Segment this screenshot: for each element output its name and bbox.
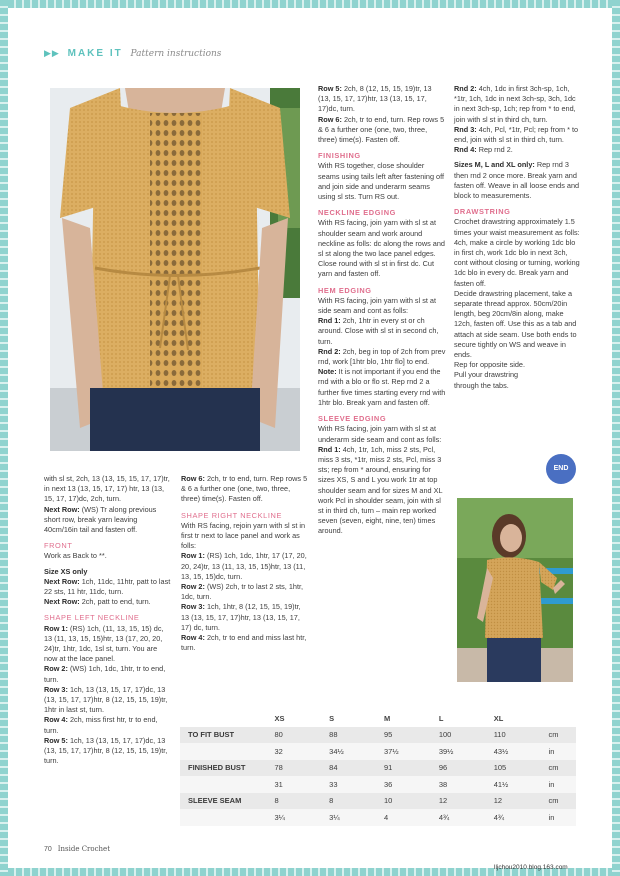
- table-cell: 39½: [431, 743, 486, 760]
- sleeve-rnd1-label: Rnd 1:: [318, 444, 341, 454]
- drawstring-text-1: Crochet drawstring approximately 1.5 times your waist measurement as folls: 4ch, make a circle by working 1dc blo in first ch, work 1dc blo in next 3ch, cont without closing or turning, working 1dc blo in every dc. Break yarn and fasten off.: [454, 217, 580, 288]
- c4-rnd2-label: Rnd 2:: [454, 84, 477, 93]
- table-cell: L: [431, 710, 486, 727]
- hem-rnd2-text: 2ch, beg in top of 2ch from prev rnd, work [1htr blo, 1htr flo] to end.: [318, 346, 446, 367]
- table-cell: [180, 809, 266, 826]
- model-photo: [457, 498, 573, 682]
- sl-row4-text: 2ch, miss first htr, tr to end, turn.: [44, 715, 158, 735]
- table-cell: 43½: [486, 743, 541, 760]
- c2-row6-text: 2ch, tr to end, turn. Rep rows 5 & 6 a further one (one, two, three, three) time(s). Fasten off.: [181, 474, 308, 504]
- table-cell: 38: [431, 776, 486, 793]
- header-title: MAKE IT: [67, 48, 123, 59]
- c3-row6-text: 2ch, tr to end, turn. Rep rows 5 & 6 a further one (one, two, three, three) time(s). Fasten off.: [318, 114, 445, 145]
- table-cell: 34½: [321, 743, 376, 760]
- finishing-heading: FINISHING: [318, 151, 361, 161]
- nr1-label: Next Row:: [44, 576, 80, 586]
- sl-row3-text: 1ch, 13 (13, 15, 17, 17)dc, 13 (13, 15, 17, 17)htr, 8 (12, 15, 15, 19)tr, 1htr in last st, turn.: [44, 684, 168, 715]
- table-cell: 12: [486, 793, 541, 810]
- neckline-heading: NECKLINE EDGING: [318, 208, 396, 218]
- sl-row2-label: Row 2:: [44, 664, 68, 674]
- table-cell: 110: [486, 727, 541, 744]
- c3-row5-label: Row 5:: [318, 84, 342, 93]
- sl-row5-label: Row 5:: [44, 735, 68, 745]
- table-cell: 31: [266, 776, 321, 793]
- sr-row2-text: (WS) 2ch, tr to last 2 sts, 1htr, 1dc, turn.: [181, 582, 304, 602]
- drawstring-text-4: Pull your drawstring through the tabs.: [454, 370, 519, 390]
- size-xs-heading: Size XS only: [44, 566, 88, 576]
- front-heading: FRONT: [44, 541, 73, 551]
- column-4: [454, 84, 582, 391]
- table-cell: 36: [376, 776, 431, 793]
- sr-row4-text: 2ch, tr to end and miss last htr, turn.: [181, 633, 307, 653]
- col1-next-row-text: (WS) Tr along previous short row, break yarn leaving 40cm/16in tail and fasten off.: [44, 504, 157, 535]
- table-cell: in: [541, 809, 576, 826]
- nr2-label: Next Row:: [44, 597, 80, 607]
- table-cell: 32: [266, 743, 321, 760]
- column-3: [318, 84, 446, 537]
- table-cell: 41½: [486, 776, 541, 793]
- sl-row3-label: Row 3:: [44, 684, 68, 694]
- table-cell: in: [541, 776, 576, 793]
- magazine-name: Inside Crochet: [57, 845, 111, 853]
- table-row: [180, 727, 576, 744]
- shape-right-heading: SHAPE RIGHT NECKLINE: [181, 510, 282, 520]
- table-cell: cm: [541, 727, 576, 744]
- sr-row3-text: 1ch, 1htr, 8 (12, 15, 15, 19)tr, 13 (13, 15, 17, 17)htr, 13 (13, 15, 17, 17) dc, turn.: [181, 602, 301, 632]
- hem-rnd2-label: Rnd 2:: [318, 346, 341, 356]
- c3-row5-text: 2ch, 8 (12, 15, 15, 19)tr, 13 (13, 15, 17, 17)htr, 13 (13, 15, 17, 17)dc, turn.: [318, 84, 432, 114]
- drawstring-heading: DRAWSTRING: [454, 207, 511, 217]
- table-header-row: [180, 710, 576, 727]
- table-cell: 37½: [376, 743, 431, 760]
- table-row: [180, 809, 576, 826]
- nr1-text: 1ch, 11dc, 11htr, patt to last 22 sts, 11 htr, 11dc, turn.: [44, 576, 171, 597]
- c4-rnd3-label: Rnd 3:: [454, 124, 477, 134]
- table-cell: 8: [266, 793, 321, 810]
- page-border-left: [0, 0, 8, 876]
- page-footer: [44, 845, 110, 853]
- sr-row4-label: Row 4:: [181, 633, 205, 643]
- sizes-table: [180, 710, 576, 826]
- table-cell: in: [541, 743, 576, 760]
- drawstring-text-3: Rep for opposite side.: [454, 360, 525, 370]
- watermark: lljchou2010.blog.163.com: [494, 864, 568, 871]
- page-number: 70: [44, 846, 52, 853]
- c4-rnd4-text: Rep rnd 2.: [476, 145, 513, 155]
- table-cell: XS: [266, 710, 321, 727]
- table-cell: 3¼: [266, 809, 321, 826]
- main-photo: [50, 88, 300, 451]
- sr-row1-text: (RS) 1ch, 1dc, 1htr, 17 (17, 20, 20, 24)tr, 13 (11, 13, 15, 15)htr, 13 (11, 13, 15, 15)dc, turn.: [181, 551, 307, 581]
- table-cell: 3¼: [321, 809, 376, 826]
- table-cell: 100: [431, 727, 486, 744]
- table-cell: 88: [321, 727, 376, 744]
- col1-intro: with sl st, 2ch, 13 (13, 15, 15, 17, 17)tr, in next 13 (13, 15, 17, 17) htr, 13 (13, 15, 17, 17)dc, 2ch, turn.: [44, 474, 170, 504]
- column-1: [44, 474, 172, 766]
- sr-row1-label: Row 1:: [181, 551, 205, 561]
- sl-row1-label: Row 1:: [44, 623, 68, 633]
- table-cell: 4¾: [486, 809, 541, 826]
- page-header: [44, 48, 221, 59]
- end-badge: END: [546, 454, 576, 484]
- table-cell: 80: [266, 727, 321, 744]
- table-cell: 33: [321, 776, 376, 793]
- shape-left-heading: SHAPE LEFT NECKLINE: [44, 613, 140, 623]
- table-cell: 10: [376, 793, 431, 810]
- table-cell: [180, 743, 266, 760]
- hem-rnd1-text: 2ch, 1htr in every st or ch around. Close with sl st in second ch, turn.: [318, 316, 439, 346]
- column-2: [181, 474, 309, 653]
- hem-text: With RS facing, join yarn with sl st at side seam and cont as folls:: [318, 295, 437, 316]
- header-arrow-icon: ▶▶: [44, 48, 60, 58]
- table-cell: 95: [376, 727, 431, 744]
- sl-row4-label: Row 4:: [44, 715, 68, 725]
- c4-rnd2-text: 4ch, 1dc in first 3ch-sp, 1ch, *1tr, 1ch, 1dc in next 3ch-sp, 3ch, 1dc in next 3ch-sp, 1ch; rep from * to end, join with sl st in third ch, turn.: [454, 84, 576, 124]
- page-border-right: [612, 0, 620, 876]
- c3-row6-label: Row 6:: [318, 114, 342, 124]
- c2-row6-label: Row 6:: [181, 474, 205, 483]
- front-text: Work as Back to **.: [44, 551, 107, 561]
- table-cell: 4¾: [431, 809, 486, 826]
- table-cell: 84: [321, 760, 376, 777]
- sl-row1-text: (RS) 1ch, (11, 13, 15, 15) dc, 13 (11, 13, 15, 15)htr, 13 (17, 20, 20, 24)tr, 1htr, 1dc, 1sl st, turn. You are now at the lace panel.: [44, 623, 164, 664]
- c4-rnd3-text: 4ch, Pcl, *1tr, Pcl; rep from * to end, join with sl st in third ch, turn.: [454, 124, 579, 145]
- sl-row5-text: 1ch, 13 (13, 15, 17, 17)dc, 13 (13, 15, 17, 17)htr, 8 (12, 15, 15, 19)tr, turn.: [44, 735, 168, 766]
- table-cell: 78: [266, 760, 321, 777]
- table-cell: M: [376, 710, 431, 727]
- table-cell: 4: [376, 809, 431, 826]
- note-text: It is not important if you end the rnd with a blo or flo st. Rep rnd 2 a further five times starting every rnd with 1htr blo. Break yarn and fasten off.: [318, 367, 446, 407]
- hem-heading: HEM EDGING: [318, 285, 372, 295]
- sizes-mlxl-label: Sizes M, L and XL only:: [454, 160, 535, 170]
- col1-next-row-label: Next Row:: [44, 504, 80, 514]
- header-subtitle: Pattern instructions: [130, 49, 222, 59]
- drawstring-text-2: Decide drawstring placement, take a separate thread approx. 50cm/20in length, beg 20cm/8in along, make 12ch, fasten off. Use this as a tab and attach at side seam. Use both ends to secure tightly on WS and weave in ends.: [454, 288, 577, 360]
- table-cell: SLEEVE SEAM: [180, 793, 266, 810]
- sleeve-text: With RS facing, join yarn with sl st at underarm side seam and cont as folls:: [318, 424, 442, 444]
- nr2-text: 2ch, patt to end, turn.: [79, 597, 151, 607]
- sizes-mlxl-text: Rep rnd 3 then rnd 2 once more. Break yarn and fasten off. Weave in all loose ends and block to measurements.: [454, 160, 580, 201]
- table-cell: [180, 710, 266, 727]
- table-cell: S: [321, 710, 376, 727]
- table-cell: cm: [541, 793, 576, 810]
- table-row: [180, 793, 576, 810]
- sleeve-heading: SLEEVE EDGING: [318, 414, 387, 424]
- table-cell: 12: [431, 793, 486, 810]
- table-cell: TO FIT BUST: [180, 727, 266, 744]
- page-border-top: [0, 0, 620, 8]
- sr-row3-label: Row 3:: [181, 602, 205, 612]
- table-cell: 8: [321, 793, 376, 810]
- note-label: Note:: [318, 367, 337, 377]
- sleeve-rnd1-text: 4ch, 1tr, 1ch, miss 2 sts, Pcl, miss 3 sts, *1tr, miss 2 sts, Pcl, miss 3 sts; rep from * around, ensuring for sizes XS, S and L you work 1tr at top shoulder seam and for sizes M and XL work Pcl in shoulder seam, join with sl st in third ch, turn – main rep worked seven (seven, eight, nine, ten) times around.: [318, 444, 443, 536]
- sr-row2-label: Row 2:: [181, 582, 205, 592]
- table-cell: XL: [486, 710, 541, 727]
- table-row: [180, 760, 576, 777]
- finishing-text: With RS together, close shoulder seams using tails left after fastening off and join side and underarm seams using sl sts. Turn RS out.: [318, 161, 445, 202]
- table-cell: 91: [376, 760, 431, 777]
- table-cell: [541, 710, 576, 727]
- table-cell: FINISHED BUST: [180, 760, 266, 777]
- sl-row2-text: (WS) 1ch, 1dc, 1htr, tr to end, turn.: [44, 664, 166, 684]
- table-row: [180, 776, 576, 793]
- c4-rnd4-label: Rnd 4:: [454, 145, 477, 155]
- table-cell: [180, 776, 266, 793]
- table-cell: cm: [541, 760, 576, 777]
- shape-right-intro: With RS facing, rejoin yarn with sl st in first tr next to lace panel and work as folls:: [181, 520, 306, 551]
- table-cell: 96: [431, 760, 486, 777]
- neckline-text: With RS facing, join yarn with sl st at shoulder seam and work around neckline as folls: dc along the rows and sl st along the two lace panel edges. Close round with sl st in first dc. Cut yarn and fasten off.: [318, 218, 445, 279]
- hem-rnd1-label: Rnd 1:: [318, 316, 341, 326]
- table-cell: 105: [486, 760, 541, 777]
- table-row: [180, 743, 576, 760]
